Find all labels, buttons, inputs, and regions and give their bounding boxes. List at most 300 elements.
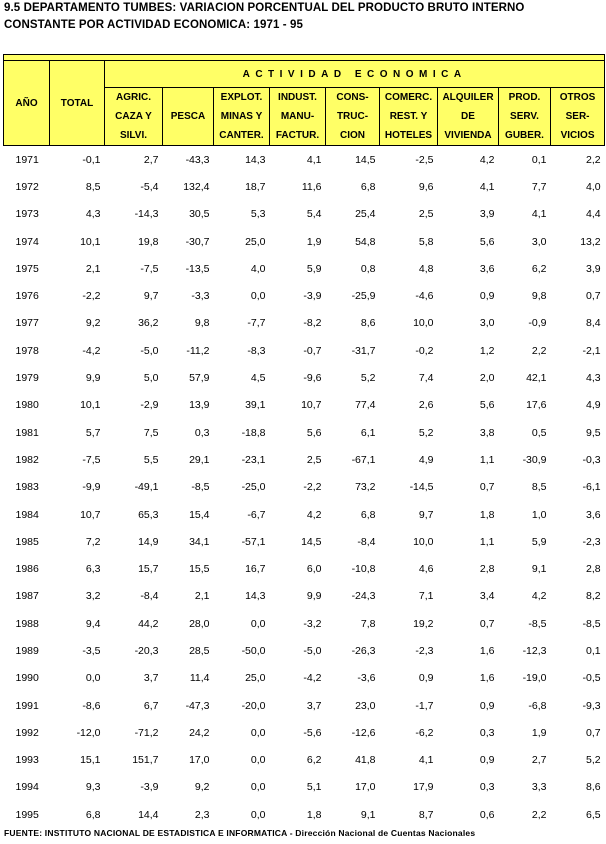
value-cell: -5,6	[303, 726, 322, 739]
value-cell: 4,4	[586, 208, 601, 221]
column-header-line: INDUST.	[278, 92, 317, 103]
value-cell: 10,0	[413, 535, 434, 548]
value-cell: 6,0	[306, 563, 322, 576]
column-header-line: REST. Y	[389, 111, 428, 122]
year-cell: 1995	[15, 808, 39, 821]
table-row	[4, 446, 605, 473]
value-cell: -49,1	[134, 481, 159, 494]
value-cell: 4,1	[418, 754, 434, 767]
value-cell: -10,8	[351, 563, 376, 576]
value-cell: 8,6	[360, 317, 376, 330]
value-cell: -31,7	[351, 344, 376, 357]
value-cell: -2,2	[303, 481, 322, 494]
value-cell: 2,0	[479, 372, 495, 385]
value-cell: 0,3	[194, 426, 210, 439]
value-cell: 5,6	[479, 235, 495, 248]
value-cell: 19,8	[138, 235, 159, 248]
value-cell: 25,0	[245, 672, 266, 685]
value-cell: 0,7	[479, 481, 495, 494]
value-cell: 1,1	[479, 453, 495, 466]
year-cell: 1986	[15, 563, 39, 576]
value-cell: -3,2	[303, 617, 322, 630]
value-cell: -25,0	[241, 481, 266, 494]
value-cell: -13,5	[185, 262, 210, 275]
value-cell: 2,3	[194, 808, 210, 821]
column-header-line: SER-	[565, 111, 590, 122]
value-cell: 6,7	[143, 699, 159, 712]
value-cell: -14,3	[134, 208, 159, 221]
value-cell: 1,0	[531, 508, 547, 521]
value-cell: 6,2	[531, 262, 547, 275]
value-cell: -5,0	[303, 644, 322, 657]
table-row	[4, 337, 605, 364]
value-cell: 132,4	[183, 180, 210, 193]
value-cell: 17,9	[413, 781, 434, 794]
value-cell: -14,5	[409, 481, 434, 494]
table-body	[4, 146, 605, 829]
column-header-line: SERV.	[510, 111, 539, 122]
value-cell: 5,7	[85, 426, 101, 439]
column-header-line: PESCA	[170, 111, 206, 122]
table-row	[4, 173, 605, 200]
year-cell: 1975	[15, 262, 39, 275]
value-cell: 3,8	[479, 426, 495, 439]
value-cell: -50,0	[241, 644, 266, 657]
source-note: FUENTE: INSTITUTO NACIONAL DE ESTADISTICA E INFORMATICA - Dirección Nacional de Cuentas Nacionales	[4, 828, 476, 838]
column-header-line: CONS-	[336, 92, 369, 103]
value-cell: -2,1	[582, 344, 601, 357]
value-cell: 7,5	[143, 426, 159, 439]
value-cell: -2,3	[415, 644, 434, 657]
value-cell: 57,9	[189, 372, 210, 385]
value-cell: 4,2	[479, 153, 495, 166]
value-cell: 0,9	[479, 754, 495, 767]
value-cell: 28,0	[189, 617, 210, 630]
value-cell: 11,4	[189, 672, 210, 685]
value-cell: -20,3	[134, 644, 159, 657]
year-cell: 1973	[15, 208, 39, 221]
column-header-line: HOTELES	[384, 130, 433, 141]
value-cell: -7,5	[140, 262, 159, 275]
value-cell: 9,9	[85, 372, 101, 385]
value-cell: -8,3	[247, 344, 266, 357]
column-header-agric	[105, 88, 163, 146]
value-cell: 3,7	[143, 672, 159, 685]
value-cell: 44,2	[138, 617, 159, 630]
value-cell: 15,4	[189, 508, 210, 521]
value-cell: -12,3	[522, 644, 547, 657]
value-cell: 5,2	[360, 372, 376, 385]
value-cell: 5,3	[250, 208, 266, 221]
value-cell: 6,2	[306, 754, 322, 767]
value-cell: 10,7	[80, 508, 101, 521]
value-cell: 0,8	[360, 262, 376, 275]
value-cell: 18,7	[245, 180, 266, 193]
value-cell: 8,4	[586, 317, 601, 330]
value-cell: -0,7	[303, 344, 322, 357]
value-cell: -12,0	[76, 726, 101, 739]
value-cell: -2,5	[415, 153, 434, 166]
value-cell: -3,9	[303, 290, 322, 303]
value-cell: 3,6	[479, 262, 495, 275]
value-cell: 3,3	[531, 781, 547, 794]
column-header-construccion	[326, 88, 380, 146]
value-cell: 3,9	[479, 208, 495, 221]
value-cell: 5,0	[143, 372, 159, 385]
value-cell: 14,9	[138, 535, 159, 548]
value-cell: 0,3	[479, 781, 495, 794]
value-cell: 25,4	[355, 208, 376, 221]
table-row	[4, 282, 605, 309]
value-cell: 6,8	[360, 508, 376, 521]
year-cell: 1983	[15, 481, 39, 494]
value-cell: 0,0	[250, 781, 266, 794]
value-cell: 9,4	[85, 617, 101, 630]
column-header-comercio	[380, 88, 438, 146]
value-cell: -6,7	[247, 508, 266, 521]
value-cell: -12,6	[351, 726, 376, 739]
table-row	[4, 774, 605, 801]
value-cell: 13,2	[580, 235, 601, 248]
value-cell: -3,6	[357, 672, 376, 685]
value-cell: 3,4	[479, 590, 495, 603]
table-row	[4, 801, 605, 828]
value-cell: -8,5	[582, 617, 601, 630]
value-cell: 73,2	[355, 481, 376, 494]
value-cell: -30,7	[185, 235, 210, 248]
table-row	[4, 637, 605, 664]
value-cell: -8,5	[191, 481, 210, 494]
year-cell: 1980	[15, 399, 39, 412]
table-row	[4, 228, 605, 255]
year-cell: 1985	[15, 535, 39, 548]
value-cell: 5,5	[143, 453, 159, 466]
column-header-otros	[551, 88, 605, 146]
value-cell: 9,6	[418, 180, 434, 193]
table-row	[4, 610, 605, 637]
value-cell: 2,2	[531, 808, 547, 821]
value-cell: -18,8	[241, 426, 266, 439]
value-cell: 28,5	[189, 644, 210, 657]
value-cell: 14,5	[355, 153, 376, 166]
value-cell: 1,8	[479, 508, 495, 521]
value-cell: 6,5	[586, 808, 601, 821]
column-header-line: GUBER.	[505, 130, 544, 141]
year-cell: 1994	[15, 781, 39, 794]
value-cell: 4,1	[531, 208, 547, 221]
value-cell: 7,1	[418, 590, 434, 603]
value-cell: 0,5	[531, 426, 547, 439]
value-cell: -7,5	[82, 453, 101, 466]
value-cell: 2,5	[418, 208, 434, 221]
year-cell: 1993	[15, 754, 39, 767]
value-cell: 65,3	[138, 508, 159, 521]
value-cell: 17,0	[189, 754, 210, 767]
value-cell: -8,2	[303, 317, 322, 330]
column-header-line: CION	[340, 130, 365, 141]
value-cell: -6,2	[415, 726, 434, 739]
value-cell: 3,0	[531, 235, 547, 248]
table-row	[4, 555, 605, 582]
value-cell: 4,9	[586, 399, 601, 412]
value-cell: 0,9	[479, 699, 495, 712]
value-cell: 17,0	[355, 781, 376, 794]
column-header-total: TOTAL	[50, 61, 105, 146]
year-cell: 1988	[15, 617, 39, 630]
column-header-line: ALQUILER	[442, 92, 494, 103]
value-cell: 54,8	[355, 235, 376, 248]
column-header-line: OTROS	[559, 92, 596, 103]
year-cell: 1982	[15, 453, 39, 466]
value-cell: 8,5	[531, 481, 547, 494]
value-cell: 4,2	[531, 590, 547, 603]
value-cell: -4,2	[82, 344, 101, 357]
column-header-line: DE	[461, 111, 475, 122]
value-cell: 0,0	[250, 808, 266, 821]
column-header-line: AGRIC.	[116, 92, 151, 103]
value-cell: 1,2	[479, 344, 495, 357]
value-cell: 9,1	[531, 563, 547, 576]
value-cell: 19,2	[413, 617, 434, 630]
value-cell: 1,1	[479, 535, 495, 548]
value-cell: 39,1	[245, 399, 266, 412]
value-cell: 24,2	[189, 726, 210, 739]
value-cell: -4,6	[415, 290, 434, 303]
value-cell: 30,5	[189, 208, 210, 221]
value-cell: 1,6	[479, 672, 495, 685]
value-cell: -26,3	[351, 644, 376, 657]
column-header-line: CAZA Y	[115, 111, 152, 122]
value-cell: 0,1	[531, 153, 547, 166]
column-header-line: SILVI.	[119, 130, 148, 141]
value-cell: 11,6	[301, 180, 322, 193]
value-cell: -43,3	[185, 153, 210, 166]
value-cell: 41,8	[355, 754, 376, 767]
year-cell: 1989	[15, 644, 39, 657]
year-cell: 1972	[15, 180, 39, 193]
year-cell: 1977	[15, 317, 39, 330]
value-cell: 151,7	[132, 754, 159, 767]
year-cell: 1978	[15, 344, 39, 357]
value-cell: 1,9	[531, 726, 547, 739]
value-cell: 3,2	[85, 590, 101, 603]
value-cell: -2,9	[140, 399, 159, 412]
value-cell: 15,5	[189, 563, 210, 576]
value-cell: 0,6	[479, 808, 495, 821]
value-cell: -8,4	[357, 535, 376, 548]
value-cell: -9,9	[82, 481, 101, 494]
value-cell: 5,9	[306, 262, 322, 275]
table-row	[4, 665, 605, 692]
value-cell: 2,5	[306, 453, 322, 466]
table-row	[4, 201, 605, 228]
value-cell: 9,5	[586, 426, 601, 439]
column-header-line: CANTER.	[219, 130, 264, 141]
value-cell: 0,3	[479, 726, 495, 739]
value-cell: -3,5	[82, 644, 101, 657]
value-cell: 2,7	[143, 153, 159, 166]
value-cell: -47,3	[185, 699, 210, 712]
value-cell: 6,1	[360, 426, 376, 439]
year-cell: 1974	[15, 235, 39, 248]
value-cell: -5,4	[140, 180, 159, 193]
value-cell: 6,8	[360, 180, 376, 193]
value-cell: 0,0	[250, 726, 266, 739]
value-cell: 9,7	[418, 508, 434, 521]
value-cell: -0,5	[582, 672, 601, 685]
value-cell: 0,7	[586, 726, 601, 739]
value-cell: 9,2	[194, 781, 210, 794]
value-cell: 1,8	[306, 808, 322, 821]
value-cell: 3,0	[479, 317, 495, 330]
value-cell: 77,4	[355, 399, 376, 412]
column-header-pesca	[163, 88, 214, 146]
value-cell: -19,0	[522, 672, 547, 685]
value-cell: 10,7	[301, 399, 322, 412]
table-row	[4, 501, 605, 528]
value-cell: -8,5	[528, 617, 547, 630]
value-cell: 7,8	[360, 617, 376, 630]
activity-group-header: ACTIVIDAD ECONOMICA	[105, 61, 605, 88]
value-cell: 9,9	[306, 590, 322, 603]
year-cell: 1991	[15, 699, 39, 712]
value-cell: -11,2	[186, 344, 210, 357]
value-cell: 8,7	[418, 808, 434, 821]
value-cell: 0,0	[85, 672, 101, 685]
column-header-line: COMERC.	[384, 92, 433, 103]
value-cell: 9,2	[85, 317, 101, 330]
value-cell: -0,9	[528, 317, 547, 330]
value-cell: -24,3	[351, 590, 376, 603]
value-cell: 0,9	[418, 672, 434, 685]
year-cell: 1990	[15, 672, 39, 685]
column-header-indust	[270, 88, 326, 146]
value-cell: 2,7	[531, 754, 547, 767]
value-cell: -3,9	[140, 781, 159, 794]
value-cell: 2,8	[479, 563, 495, 576]
table-row	[4, 474, 605, 501]
value-cell: -7,7	[247, 317, 266, 330]
value-cell: -8,6	[82, 699, 101, 712]
column-header-explot	[214, 88, 270, 146]
value-cell: -6,8	[528, 699, 547, 712]
value-cell: 4,2	[306, 508, 322, 521]
value-cell: 5,2	[418, 426, 434, 439]
column-header-prod-serv	[499, 88, 551, 146]
value-cell: 23,0	[355, 699, 376, 712]
value-cell: 3,6	[586, 508, 601, 521]
column-header-alquiler	[438, 88, 499, 146]
value-cell: 4,3	[85, 208, 101, 221]
value-cell: 9,3	[85, 781, 101, 794]
value-cell: 10,0	[413, 317, 434, 330]
value-cell: 42,1	[526, 372, 547, 385]
value-cell: 4,3	[586, 372, 601, 385]
gdp-variation-table	[3, 54, 605, 828]
column-header-line: TRUC-	[336, 111, 369, 122]
year-cell: 1971	[15, 153, 39, 166]
value-cell: -57,1	[241, 535, 266, 548]
value-cell: -9,6	[303, 372, 322, 385]
column-header-line	[163, 126, 213, 145]
value-cell: 9,8	[194, 317, 210, 330]
value-cell: -67,1	[351, 453, 376, 466]
year-cell: 1992	[15, 726, 39, 739]
value-cell: -5,0	[140, 344, 159, 357]
column-header-line: VICIOS	[560, 130, 595, 141]
table-row	[4, 364, 605, 391]
value-cell: -2,2	[82, 290, 101, 303]
table-row	[4, 719, 605, 746]
value-cell: -25,9	[351, 290, 376, 303]
value-cell: 4,0	[250, 262, 266, 275]
value-cell: 14,3	[245, 590, 266, 603]
value-cell: -71,2	[134, 726, 159, 739]
value-cell: 25,0	[245, 235, 266, 248]
value-cell: 36,2	[138, 317, 159, 330]
value-cell: 5,6	[306, 426, 322, 439]
value-cell: 14,5	[301, 535, 322, 548]
value-cell: -30,9	[522, 453, 547, 466]
year-cell: 1976	[15, 290, 39, 303]
value-cell: 0,0	[250, 290, 266, 303]
value-cell: 5,9	[531, 535, 547, 548]
value-cell: 13,9	[189, 399, 210, 412]
year-cell: 1981	[15, 426, 39, 439]
value-cell: -0,1	[82, 153, 101, 166]
year-cell: 1984	[15, 508, 39, 521]
value-cell: 15,7	[138, 563, 159, 576]
value-cell: 3,7	[306, 699, 322, 712]
value-cell: 29,1	[189, 453, 210, 466]
value-cell: 5,8	[418, 235, 434, 248]
table-title-line-1: 9.5 DEPARTAMENTO TUMBES: VARIACION PORCENTUAL DEL PRODUCTO BRUTO INTERNO	[4, 2, 525, 14]
value-cell: -6,1	[582, 481, 601, 494]
value-cell: 14,4	[138, 808, 159, 821]
table-title-line-2: CONSTANTE POR ACTIVIDAD ECONOMICA: 1971 - 95	[4, 19, 303, 31]
value-cell: 0,9	[479, 290, 495, 303]
value-cell: 0,0	[250, 754, 266, 767]
column-header-line: FACTUR.	[275, 130, 320, 141]
value-cell: 1,6	[479, 644, 495, 657]
column-header-year: AÑO	[4, 61, 50, 146]
value-cell: 1,9	[306, 235, 322, 248]
value-cell: 10,1	[80, 235, 101, 248]
value-cell: 10,1	[80, 399, 101, 412]
value-cell: -0,3	[582, 453, 601, 466]
value-cell: -9,3	[582, 699, 601, 712]
table-row	[4, 146, 605, 174]
value-cell: 2,6	[418, 399, 434, 412]
value-cell: 7,2	[85, 535, 101, 548]
table-row	[4, 583, 605, 610]
value-cell: 14,3	[245, 153, 266, 166]
value-cell: 16,7	[245, 563, 266, 576]
table-row	[4, 747, 605, 774]
value-cell: 3,9	[586, 262, 601, 275]
value-cell: 5,2	[586, 754, 601, 767]
column-header-line	[163, 88, 213, 107]
table-row	[4, 692, 605, 719]
value-cell: -4,2	[303, 672, 322, 685]
table-row	[4, 528, 605, 555]
value-cell: -1,7	[415, 699, 434, 712]
value-cell: -3,3	[191, 290, 210, 303]
value-cell: 0,1	[586, 644, 601, 657]
value-cell: 34,1	[189, 535, 210, 548]
table-row	[4, 255, 605, 282]
value-cell: -8,4	[140, 590, 159, 603]
